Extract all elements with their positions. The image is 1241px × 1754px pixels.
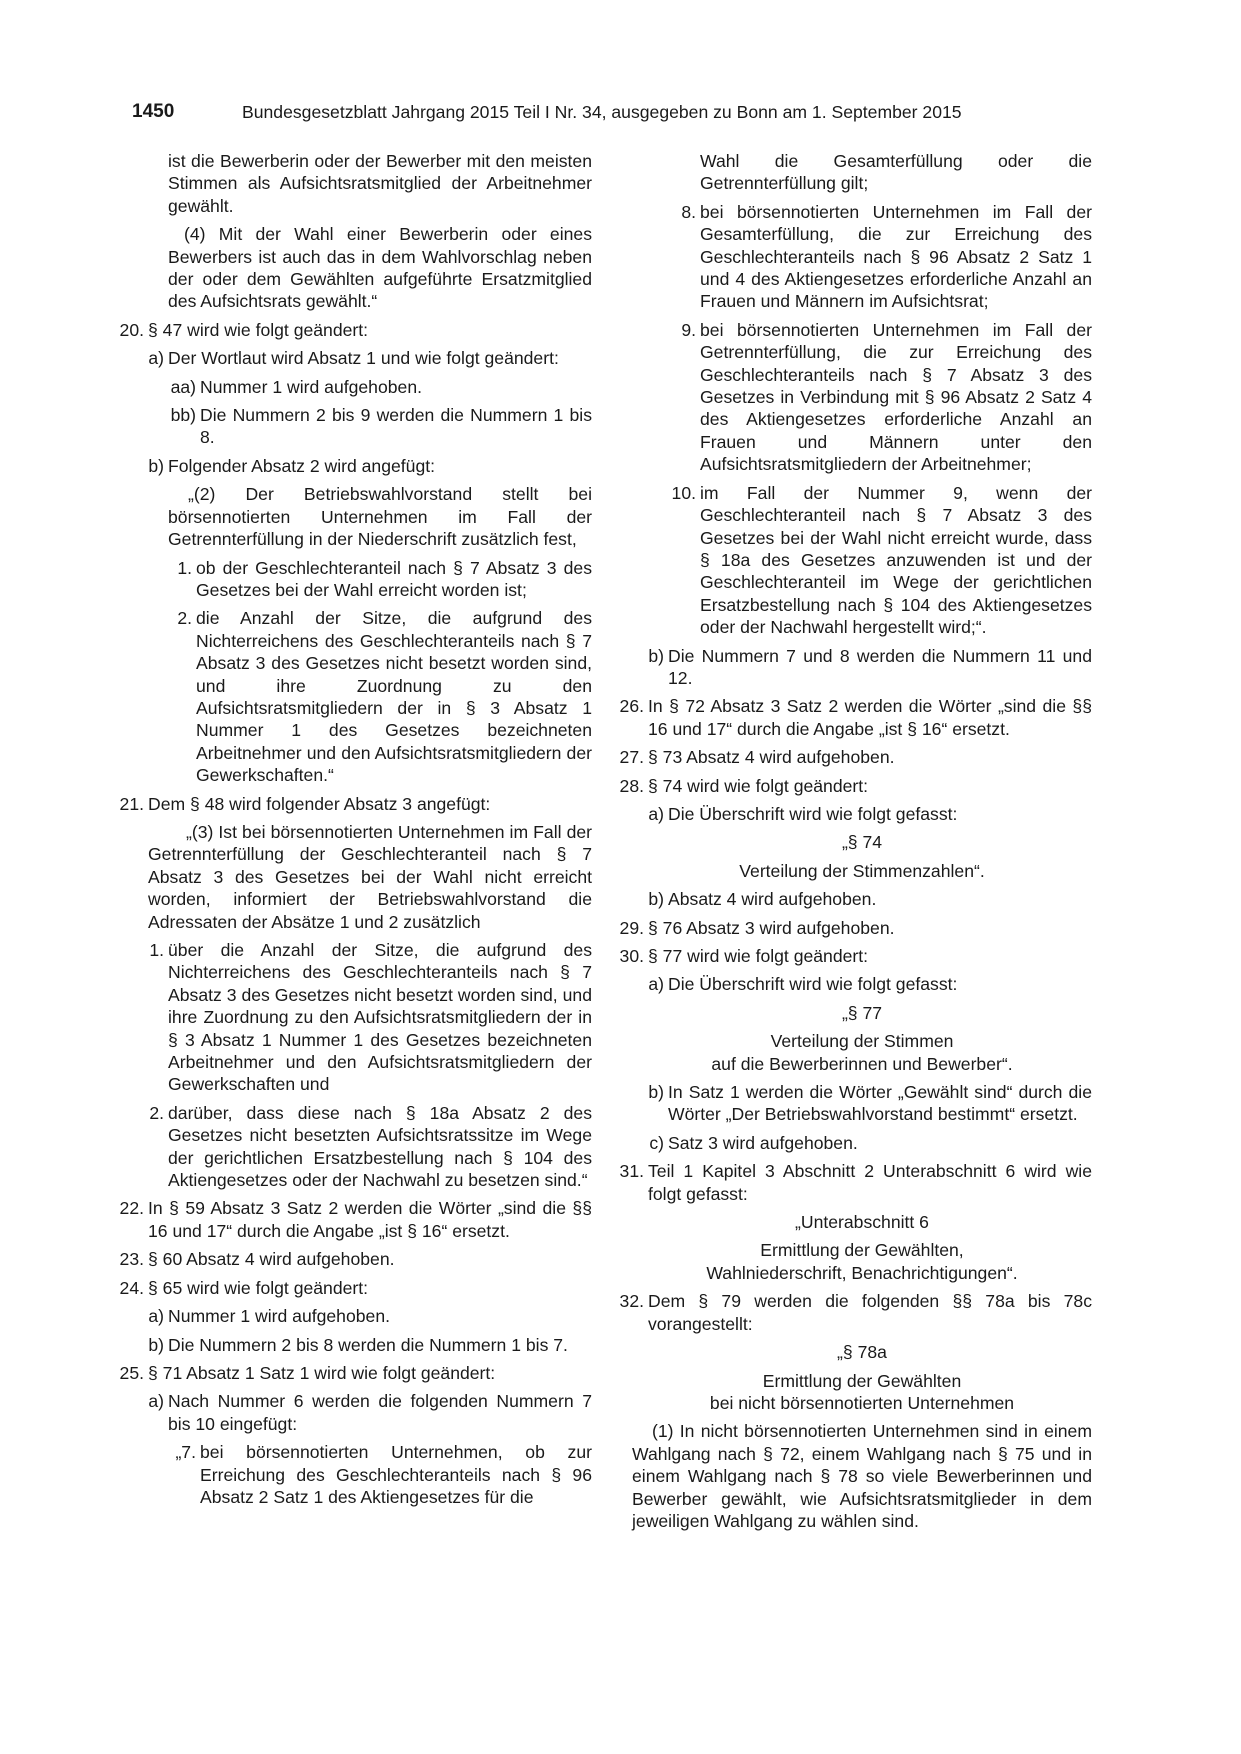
numbered-item — [132, 939, 592, 1096]
item-text: „§ 78a — [837, 1342, 887, 1363]
item-text: § 77 wird wie folgt geändert: — [648, 946, 869, 966]
item-text: Dem § 48 wird folgender Absatz 3 angefügt: — [148, 793, 491, 814]
numbered-item — [132, 1390, 592, 1435]
item-text: „Unterabschnitt 6 — [795, 1212, 929, 1233]
numbered-item — [132, 404, 592, 449]
item-text: „§ 74 — [841, 832, 883, 853]
item-label: b) — [148, 455, 164, 476]
item-text: „§ 77 — [841, 1002, 883, 1023]
numbered-item — [132, 557, 592, 602]
numbered-item — [132, 376, 592, 398]
item-text: Teil 1 Kapitel 3 Abschnitt 2 Unterabschnitt 6 wird wie folgt gefasst: — [648, 1161, 1092, 1204]
heading-line — [632, 1370, 1092, 1392]
item-label: 10. — [671, 482, 696, 503]
item-label: b) — [648, 889, 664, 910]
item-label: 22. — [119, 1198, 144, 1219]
item-label: 24. — [119, 1277, 144, 1298]
item-label: 28. — [619, 775, 644, 796]
item-text: Der Wortlaut wird Absatz 1 und wie folgt geändert: — [168, 348, 559, 369]
item-text: Ermittlung der Gewählten, — [760, 1240, 964, 1261]
item-label: b) — [148, 1334, 164, 1355]
item-label: 20. — [119, 319, 144, 340]
page-header — [132, 101, 1112, 125]
item-text: Dem § 79 werden die folgenden §§ 78a bis 78c vorangestellt: — [648, 1291, 1092, 1334]
item-label: 1. — [177, 557, 192, 578]
item-text: Die Nummern 2 bis 8 werden die Nummern 1 bis 7. — [168, 1334, 568, 1355]
numbered-item — [632, 1132, 1092, 1154]
numbered-item — [119, 1277, 592, 1299]
item-label: 31. — [619, 1161, 644, 1182]
page-number: 1450 — [132, 101, 175, 122]
item-label: c) — [649, 1132, 664, 1153]
item-label: 26. — [619, 696, 644, 717]
numbered-item — [619, 1290, 1092, 1335]
numbered-item — [619, 945, 1092, 967]
item-text: (1) In nicht börsennotierten Unternehmen sind in einem Wahlgang nach § 72, einem Wahlgang nach § 75 und in einem Wahlgang nach § 78 so viele Bewerberinnen und Bewerber gewählt, wie Aufsichtsratsmitglieder in dem jeweiligen Wahlgang zu wählen sind. — [632, 1421, 1092, 1531]
item-label: 27. — [619, 747, 644, 768]
item-text: Nummer 1 wird aufgehoben. — [168, 1306, 390, 1327]
numbered-item — [132, 1441, 592, 1508]
numbered-item — [132, 347, 592, 369]
item-text: Satz 3 wird aufgehoben. — [668, 1132, 858, 1153]
item-label: aa) — [170, 376, 196, 397]
item-text: § 60 Absatz 4 wird aufgehoben. — [148, 1249, 395, 1270]
item-label: a) — [648, 803, 664, 824]
heading-line — [632, 860, 1092, 882]
item-label: a) — [648, 974, 664, 995]
right-column — [619, 150, 1092, 1538]
item-label: 8. — [681, 201, 696, 222]
paragraph — [132, 223, 592, 313]
item-text: Nummer 1 wird aufgehoben. — [200, 376, 422, 397]
numbered-item — [619, 746, 1092, 768]
item-label: 2. — [149, 1102, 164, 1123]
item-label: bb) — [170, 405, 196, 426]
item-text: „(3) Ist bei börsennotierten Unternehmen im Fall der Getrennterfüllung der Geschlechteranteil nach § 7 Absatz 3 des Gesetzes bei der Wahl nicht erreicht worden, informiert der Betriebswahlvorstand die Adressaten der Absätze 1 und 2 zusätzlich — [148, 821, 592, 932]
numbered-item — [619, 917, 1092, 939]
item-label: a) — [148, 1306, 164, 1327]
item-label: 32. — [619, 1291, 644, 1312]
item-text: Die Überschrift wird wie folgt gefasst: — [668, 974, 958, 995]
item-text: § 74 wird wie folgt geändert: — [648, 775, 869, 796]
item-text: bei börsennotierten Unternehmen im Fall der Getrennterfüllung, die zur Erreichung des Geschlechteranteils nach § 7 Absatz 3 des Gesetzes in Verbindung mit § 96 Absatz 2 Satz 4 des Aktiengesetzes erforderliche Anzahl an Frauen und Männern unter den Aufsichtsratsmitgliedern der Arbeitnehmer; — [700, 319, 1092, 475]
item-text: ist die Bewerberin oder der Bewerber mit den meisten Stimmen als Aufsichtsratsmitglied der Arbeitnehmer gewählt. — [168, 151, 592, 216]
numbered-item — [632, 645, 1092, 690]
numbered-item — [132, 455, 592, 477]
item-text: § 47 wird wie folgt geändert: — [148, 319, 369, 340]
numbered-item — [132, 607, 592, 786]
item-text: bei börsennotierten Unternehmen im Fall der Gesamterfüllung, die zur Erreichung des Geschlechteranteils nach § 96 Absatz 2 Satz 1 und 4 des Aktiengesetzes erforderliche Anzahl an Frauen und Männern im Aufsichtsrat; — [700, 201, 1092, 312]
heading-line — [632, 1211, 1092, 1233]
numbered-item — [132, 1102, 592, 1192]
item-text: bei nicht börsennotierten Unternehmen — [709, 1392, 1015, 1413]
item-text: auf die Bewerberinnen und Bewerber“. — [711, 1053, 1013, 1074]
item-text: im Fall der Nummer 9, wenn der Geschlechteranteil nach § 7 Absatz 3 des Gesetzes bei der Wahl nicht erreicht wurde, dass § 18a des Gesetzes anzuwenden ist und der Geschlechteranteil im Wege der gerichtlichen Ersatzbestellung nach § 104 des Aktiengesetzes oder der Nachwahl hergestellt wird;“. — [700, 482, 1092, 638]
item-label: b) — [648, 1082, 664, 1103]
numbered-item — [632, 482, 1092, 639]
item-text: ob der Geschlechteranteil nach § 7 Absatz 3 des Gesetzes bei der Wahl erreicht worden ist; — [196, 557, 592, 600]
item-text: Wahl die Gesamterfüllung oder die Getrennterfüllung gilt; — [700, 151, 1092, 194]
item-text: Wahlniederschrift, Benachrichtigungen“. — [706, 1262, 1018, 1283]
paragraph — [632, 150, 1092, 195]
item-text: § 65 wird wie folgt geändert: — [148, 1277, 369, 1298]
item-text: darüber, dass diese nach § 18a Absatz 2 des Gesetzes nicht besetzten Aufsichtsratssitze im Wege der gerichtlichen Ersatzbestellung nach § 104 des Aktiengesetzes oder der Nachwahl zu besetzen sind.“ — [168, 1102, 592, 1191]
numbered-item — [632, 1081, 1092, 1126]
numbered-item — [632, 803, 1092, 825]
item-text: In § 59 Absatz 3 Satz 2 werden die Wörter „sind die §§ 16 und 17“ durch die Angabe „ist § 16“ ersetzt. — [148, 1198, 592, 1241]
heading-line — [632, 1030, 1092, 1052]
item-label: „7. — [175, 1442, 196, 1463]
item-text: Verteilung der Stimmen — [770, 1031, 954, 1052]
item-label: 1. — [149, 940, 164, 960]
item-text: Die Nummern 2 bis 9 werden die Nummern 1 bis 8. — [200, 405, 592, 448]
item-text: Ermittlung der Gewählten — [762, 1370, 962, 1391]
item-text: „(2) Der Betriebswahlvorstand stellt bei börsennotierten Unternehmen im Fall der Getrennterfüllung in der Niederschrift zusätzlich fest, — [168, 484, 592, 550]
item-text: bei börsennotierten Unternehmen, ob zur Erreichung des Geschlechteranteils nach § 96 Absatz 2 Satz 1 des Aktiengesetzes für die — [200, 1442, 592, 1507]
paragraph — [132, 150, 592, 217]
item-text: Absatz 4 wird aufgehoben. — [668, 889, 877, 910]
item-text: über die Anzahl der Sitze, die aufgrund des Nichterreichens des Geschlechteranteils nach § 7 Absatz 3 des Gesetzes nicht besetzt worden sind, und ihre Zuordnung zu den Aufsichtsratsmitgliedern der in § 3 Absatz 1 Nummer 1 des Gesetzes bezeichneten Arbeitnehmer und den Aufsichtsratsmitgliedern der Gewerkschaften und — [168, 940, 592, 1095]
heading-line — [632, 1341, 1092, 1363]
item-text: Verteilung der Stimmenzahlen“. — [739, 860, 985, 881]
heading-line — [632, 1262, 1092, 1284]
item-label: 9. — [681, 319, 696, 340]
item-label: a) — [148, 1391, 164, 1412]
item-text: Die Nummern 7 und 8 werden die Nummern 11 und 12. — [668, 645, 1092, 688]
item-label: 25. — [119, 1362, 144, 1383]
item-label: 2. — [177, 608, 192, 629]
paragraph — [632, 1420, 1092, 1532]
numbered-item — [119, 1362, 592, 1384]
item-label: 30. — [619, 946, 644, 966]
numbered-item — [132, 1334, 592, 1356]
item-text: In Satz 1 werden die Wörter „Gewählt sind“ durch die Wörter „Der Betriebswahlvorstand bestimmt“ ersetzt. — [668, 1082, 1092, 1125]
heading-line — [632, 1002, 1092, 1024]
heading-line — [632, 1239, 1092, 1261]
numbered-item — [619, 775, 1092, 797]
item-text: In § 72 Absatz 3 Satz 2 werden die Wörter „sind die §§ 16 und 17“ durch die Angabe „ist § 16“ ersetzt. — [648, 696, 1092, 739]
item-text: § 71 Absatz 1 Satz 1 wird wie folgt geändert: — [148, 1362, 496, 1383]
heading-line — [632, 1053, 1092, 1075]
numbered-item — [119, 1197, 592, 1242]
item-label: 21. — [119, 793, 144, 814]
item-text: (4) Mit der Wahl einer Bewerberin oder eines Bewerbers ist auch das in dem Wahlvorschlag neben der oder dem Gewählten aufgeführte Ersatzmitglied des Aufsichtsrats gewählt.“ — [168, 224, 592, 312]
item-label: b) — [648, 645, 664, 666]
numbered-item — [119, 1248, 592, 1270]
item-text: § 73 Absatz 4 wird aufgehoben. — [648, 747, 895, 768]
numbered-item — [632, 201, 1092, 313]
left-column — [119, 150, 592, 1514]
heading-line — [632, 1392, 1092, 1414]
numbered-item — [619, 1160, 1092, 1205]
item-label: a) — [148, 348, 164, 369]
numbered-item — [632, 319, 1092, 476]
numbered-item — [619, 695, 1092, 740]
item-label: 29. — [619, 917, 644, 938]
item-text: die Anzahl der Sitze, die aufgrund des Nichterreichens des Geschlechteranteils nach § 7 Absatz 3 des Gesetzes nicht besetzt worden sind, und ihre Zuordnung zu den Aufsichtsratsmitgliedern der in § 3 Absatz 1 Nummer 1 des Gesetzes bezeichneten Arbeitnehmer und den Aufsichtsratsmitgliedern der Gewerkschaften.“ — [196, 608, 592, 786]
numbered-item — [132, 1305, 592, 1327]
paragraph — [132, 821, 592, 933]
numbered-item — [632, 888, 1092, 910]
numbered-item — [632, 973, 1092, 995]
item-text: Folgender Absatz 2 wird angefügt: — [168, 455, 436, 476]
item-label: 23. — [119, 1249, 144, 1270]
numbered-item — [119, 793, 592, 815]
numbered-item — [119, 319, 592, 341]
item-text: Die Überschrift wird wie folgt gefasst: — [668, 803, 958, 824]
heading-line — [632, 831, 1092, 853]
paragraph — [132, 483, 592, 550]
gazette-title: Bundesgesetzblatt Jahrgang 2015 Teil I Nr. 34, ausgegeben zu Bonn am 1. September 2015 — [242, 102, 962, 122]
item-text: § 76 Absatz 3 wird aufgehoben. — [648, 917, 895, 938]
item-text: Nach Nummer 6 werden die folgenden Nummern 7 bis 10 eingefügt: — [168, 1391, 592, 1434]
